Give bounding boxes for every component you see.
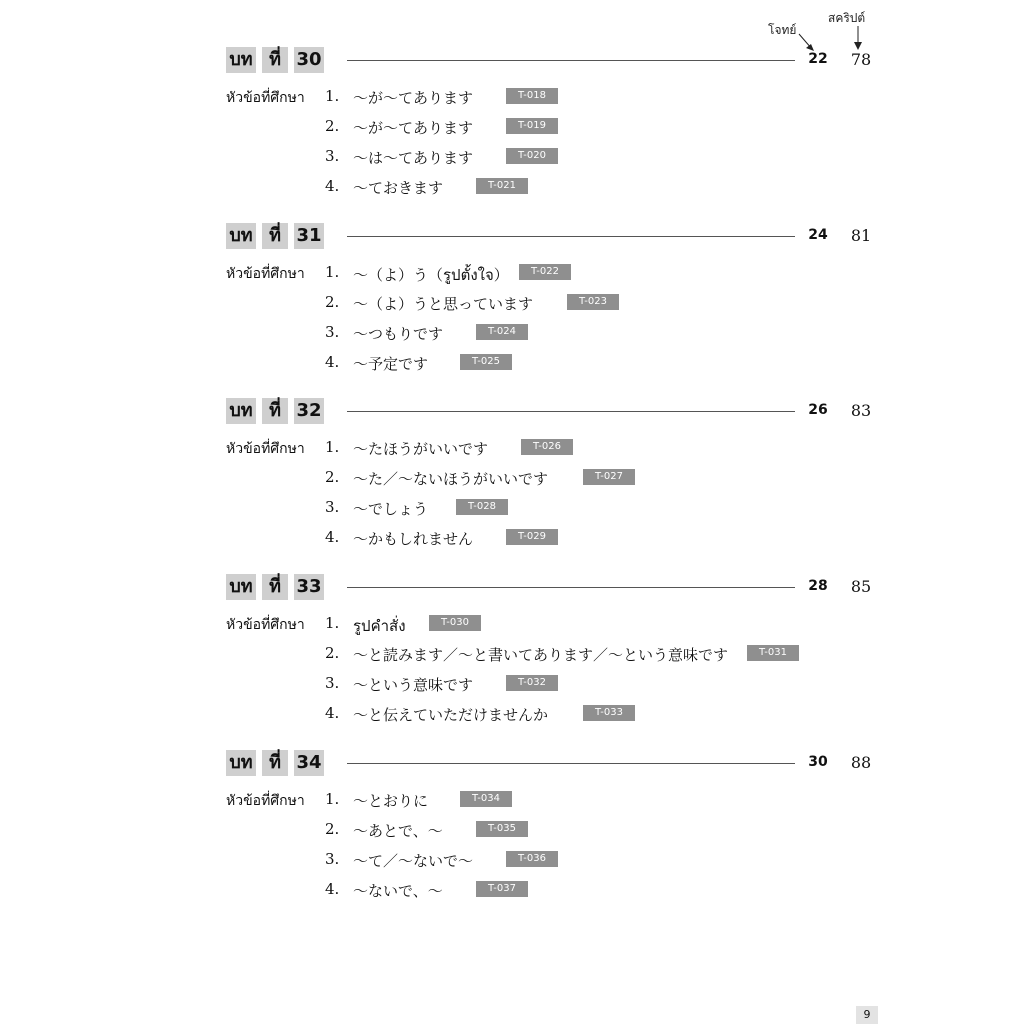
item-number: 2. (325, 117, 340, 135)
track-tag: T-026 (521, 439, 573, 455)
item-number: 2. (325, 293, 340, 311)
item-text: ～が～てあります (353, 119, 474, 137)
track-tag: T-020 (506, 148, 558, 164)
lesson-ordinal-box: ที่ (262, 574, 288, 600)
lesson-number-box: 31 (294, 223, 324, 249)
lesson-ordinal-box: ที่ (262, 750, 288, 776)
list-item (0, 468, 1024, 494)
item-number: 4. (325, 177, 340, 195)
item-text: ～が～てあります (353, 89, 474, 107)
track-tag: T-032 (506, 675, 558, 691)
track-tag: T-033 (583, 705, 635, 721)
topic-label: หัวข้อที่ศึกษา (226, 90, 305, 106)
lesson-number-box: 34 (294, 750, 324, 776)
list-item (0, 880, 1024, 906)
item-number: 4. (325, 704, 340, 722)
script-page: 85 (850, 577, 872, 596)
list-item (0, 644, 1024, 670)
list-item (0, 528, 1024, 554)
lesson-word-box: บท (226, 47, 256, 73)
list-item (0, 704, 1024, 730)
item-text: ～でしょう (353, 500, 429, 518)
item-number: 3. (325, 674, 340, 692)
item-number: 4. (325, 528, 340, 546)
track-tag: T-035 (476, 821, 528, 837)
item-number: 1. (325, 790, 340, 808)
item-number: 3. (325, 498, 340, 516)
list-item (0, 820, 1024, 846)
list-item (0, 353, 1024, 379)
lesson-number-box: 32 (294, 398, 324, 424)
script-page: 83 (850, 401, 872, 420)
script-page: 88 (850, 753, 872, 772)
list-item (0, 790, 1024, 816)
exercise-page: 22 (808, 51, 828, 67)
lesson-ordinal-box: ที่ (262, 398, 288, 424)
lesson-30 (0, 47, 1024, 217)
item-text: ～予定です (353, 355, 429, 373)
lesson-33 (0, 574, 1024, 744)
lesson-ordinal-box: ที่ (262, 47, 288, 73)
track-tag: T-036 (506, 851, 558, 867)
item-number: 1. (325, 614, 340, 632)
lesson-number-box: 33 (294, 574, 324, 600)
track-tag: T-037 (476, 881, 528, 897)
track-tag: T-029 (506, 529, 558, 545)
list-item (0, 498, 1024, 524)
item-number: 1. (325, 438, 340, 456)
lesson-34 (0, 750, 1024, 920)
script-column-header: สคริปต์ (828, 11, 866, 25)
list-item (0, 117, 1024, 143)
item-text: รูปคำสั่ง (353, 617, 406, 635)
track-tag: T-025 (460, 354, 512, 370)
item-number: 1. (325, 87, 340, 105)
lesson-32 (0, 398, 1024, 568)
exercise-page: 26 (808, 402, 828, 418)
item-text: ～とおりに (353, 792, 429, 810)
item-text: ～ておきます (353, 179, 444, 197)
item-text: ～（よ）う（รูปตั้งใจ） (353, 266, 509, 284)
lesson-heading (0, 574, 1024, 604)
item-number: 3. (325, 850, 340, 868)
list-item (0, 323, 1024, 349)
list-item (0, 438, 1024, 464)
track-tag: T-031 (747, 645, 799, 661)
list-item (0, 263, 1024, 289)
item-text: ～と読みます／～と書いてあります／～という意味です (353, 646, 729, 664)
item-text: ～は～てあります (353, 149, 474, 167)
item-number: 1. (325, 263, 340, 281)
exercise-page: 30 (808, 754, 828, 770)
exercise-column-header: โจทย์ (768, 23, 797, 37)
topic-label: หัวข้อที่ศึกษา (226, 441, 305, 457)
script-page: 78 (850, 50, 872, 69)
list-item (0, 293, 1024, 319)
track-tag: T-027 (583, 469, 635, 485)
lesson-word-box: บท (226, 223, 256, 249)
item-number: 3. (325, 147, 340, 165)
list-item (0, 674, 1024, 700)
item-text: ～つもりです (353, 325, 444, 343)
track-tag: T-028 (456, 499, 508, 515)
exercise-page: 28 (808, 578, 828, 594)
lesson-number-box: 30 (294, 47, 324, 73)
item-number: 2. (325, 820, 340, 838)
lesson-ordinal-box: ที่ (262, 223, 288, 249)
item-text: ～たほうがいいです (353, 440, 489, 458)
topic-label: หัวข้อที่ศึกษา (226, 266, 305, 282)
list-item (0, 87, 1024, 113)
item-number: 2. (325, 468, 340, 486)
track-tag: T-021 (476, 178, 528, 194)
track-tag: T-030 (429, 615, 481, 631)
leader-line (347, 763, 795, 764)
leader-line (347, 587, 795, 588)
topic-label: หัวข้อที่ศึกษา (226, 617, 305, 633)
item-text: ～と伝えていただけませんか (353, 706, 549, 724)
track-tag: T-024 (476, 324, 528, 340)
item-text: ～という意味です (353, 676, 474, 694)
item-text: ～ないで、～ (353, 882, 443, 900)
item-text: ～（よ）うと思っています (353, 295, 534, 313)
leader-line (347, 60, 795, 61)
lesson-heading (0, 398, 1024, 428)
lesson-heading (0, 223, 1024, 253)
lesson-heading (0, 47, 1024, 77)
page-number: 9 (856, 1006, 878, 1024)
exercise-page: 24 (808, 227, 828, 243)
lesson-word-box: บท (226, 750, 256, 776)
list-item (0, 614, 1024, 640)
list-item (0, 147, 1024, 173)
lesson-heading (0, 750, 1024, 780)
leader-line (347, 411, 795, 412)
track-tag: T-019 (506, 118, 558, 134)
item-text: ～かもしれません (353, 530, 474, 548)
item-number: 4. (325, 880, 340, 898)
track-tag: T-034 (460, 791, 512, 807)
track-tag: T-023 (567, 294, 619, 310)
script-page: 81 (850, 226, 872, 245)
item-number: 2. (325, 644, 340, 662)
list-item (0, 850, 1024, 876)
item-text: ～た／～ないほうがいいです (353, 470, 549, 488)
track-tag: T-022 (519, 264, 571, 280)
lesson-31 (0, 223, 1024, 393)
item-number: 3. (325, 323, 340, 341)
item-text: ～あとで、～ (353, 822, 443, 840)
leader-line (347, 236, 795, 237)
item-text: ～て／～ないで～ (353, 852, 474, 870)
list-item (0, 177, 1024, 203)
topic-label: หัวข้อที่ศึกษา (226, 793, 305, 809)
track-tag: T-018 (506, 88, 558, 104)
lesson-word-box: บท (226, 574, 256, 600)
lesson-word-box: บท (226, 398, 256, 424)
item-number: 4. (325, 353, 340, 371)
